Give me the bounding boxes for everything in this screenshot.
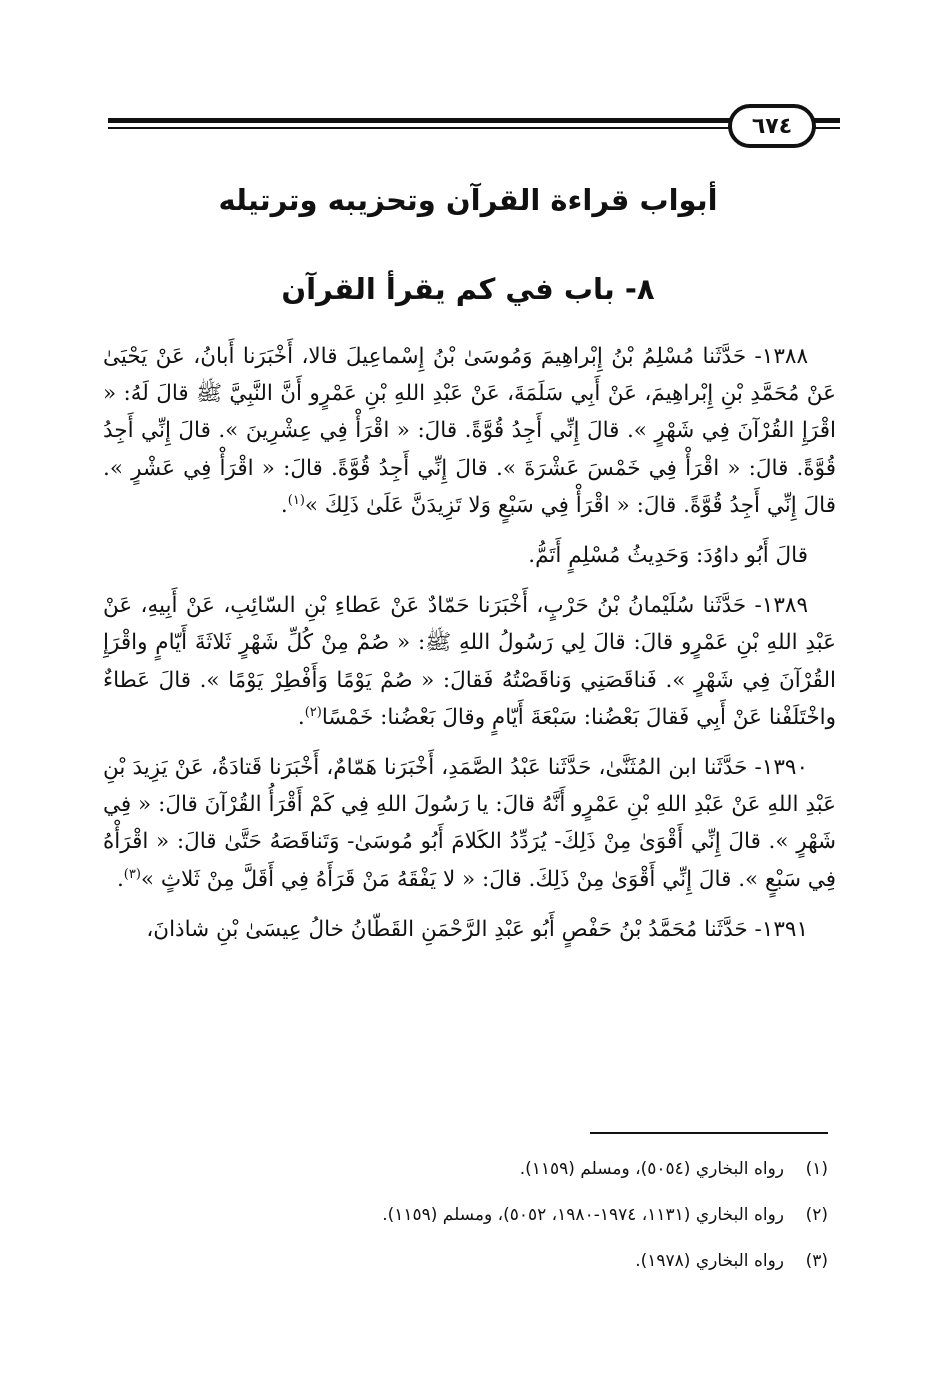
page-number: ٦٧٤ — [728, 104, 816, 148]
hadith-paragraph-1391 — [103, 911, 836, 948]
header-rule-thin — [108, 127, 828, 129]
footnote-ref: (١) — [287, 492, 305, 508]
footnote-item — [108, 1192, 828, 1238]
footnote-text: رواه البخاري (٥٠٥٤)، ومسلم (١١٥٩). — [519, 1159, 784, 1179]
footnote-text: رواه البخاري (١١٣١، ١٩٧٤-١٩٨٠، ٥٠٥٢)، ومسلم (١١٥٩). — [382, 1205, 784, 1225]
footnote-item — [108, 1238, 828, 1284]
page-header — [108, 104, 828, 148]
footnote-ref: (٢) — [304, 704, 322, 720]
hadith-paragraph-1389: ١٣٨٩- حَدَّثَنا سُلَيْمانُ بْنُ حَرْبٍ، أَخْبَرَنا حَمّادٌ عَنْ عَطاءِ بْنِ السّائِبِ، عَنْ أَبِيهِ، عَنْ عَبْدِ اللهِ بْنِ عَمْرٍو قالَ: قالَ لِي رَسُولُ اللهِ ﷺ: « صُمْ مِنْ كُلِّ شَهْرٍ ثَلاثَةَ أَيّامٍ واقْرَإِ القُرْآنَ فِي شَهْرٍ ». فَناقَصَنِي وَناقَصْتُهُ فَقالَ: « صُمْ يَوْمًا وَأَفْطِرْ يَوْمًا ». قالَ عَطاءٌ واخْتَلَفْنا عَنْ أَبِي فَقالَ بَعْضُنا: سَبْعَةَ أَيّامٍ وقالَ بَعْضُنا: خَمْسًا$^{(٢)}$. — [103, 593, 836, 730]
chapter-title: ٨- باب في كم يقرأ القرآن — [281, 272, 655, 306]
abu-dawud-comment — [103, 537, 836, 574]
header-rule-thick — [108, 118, 828, 123]
paragraph-text: ١٣٨٨- حَدَّثَنا مُسْلِمُ بْنُ إِبْراهِيمَ وَمُوسَىٰ بْنُ إِسْماعِيلَ قالا، أَخْبَرَنا أَبانُ، عَنْ يَحْيَىٰ عَنْ مُحَمَّدِ بْنِ إِبْراهِيمَ، عَنْ أَبِي سَلَمَةَ، عَنْ عَبْدِ اللهِ بْنِ عَمْرٍو أَنَّ النَّبِيَّ ﷺ قالَ لَهُ: « اقْرَإِ القُرْآنَ فِي شَهْرٍ ». قالَ إِنِّي أَجِدُ قُوَّةً. قالَ: « اقْرَأْ فِي عِشْرِينَ ». قالَ إِنِّي أَجِدُ قُوَّةً. قالَ: « اقْرَأْ فِي خَمْسَ عَشْرَةَ ». قالَ إِنِّي أَجِدُ قُوَّةً. قالَ: « اقْرَأْ فِي عَشْرٍ ». قالَ إِنِّي أَجِدُ قُوَّةً. قالَ: « اقْرَأْ فِي سَبْعٍ وَلا تَزِيدَنَّ عَلَىٰ ذَلِكَ » — [103, 344, 836, 518]
paragraph-text: ١٣٨٩- حَدَّثَنا سُلَيْمانُ بْنُ حَرْبٍ، أَخْبَرَنا حَمّادٌ عَنْ عَطاءِ بْنِ السّائِبِ، عَنْ أَبِيهِ، عَنْ عَبْدِ اللهِ بْنِ عَمْرٍو قالَ: قالَ لِي رَسُولُ اللهِ ﷺ: « صُمْ مِنْ كُلِّ شَهْرٍ ثَلاثَةَ أَيّامٍ واقْرَإِ القُرْآنَ فِي شَهْرٍ ». فَناقَصَنِي وَناقَصْتُهُ فَقالَ: « صُمْ يَوْمًا وَأَفْطِرْ يَوْمًا ». قالَ عَطاءٌ واخْتَلَفْنا عَنْ أَبِي فَقالَ بَعْضُنا: سَبْعَةَ أَيّامٍ وقالَ بَعْضُنا: خَمْسًا — [103, 593, 836, 730]
hadith-paragraph-1388: ١٣٨٨- حَدَّثَنا مُسْلِمُ بْنُ إِبْراهِيمَ وَمُوسَىٰ بْنُ إِسْماعِيلَ قالا، أَخْبَرَنا أَبانُ، عَنْ يَحْيَىٰ عَنْ مُحَمَّدِ بْنِ إِبْراهِيمَ، عَنْ أَبِي سَلَمَةَ، عَنْ عَبْدِ اللهِ بْنِ عَمْرٍو أَنَّ النَّبِيَّ ﷺ قالَ لَهُ: « اقْرَإِ القُرْآنَ فِي شَهْرٍ ». قالَ إِنِّي أَجِدُ قُوَّةً. قالَ: « اقْرَأْ فِي عِشْرِينَ ». قالَ إِنِّي أَجِدُ قُوَّةً. قالَ: « اقْرَأْ فِي خَمْسَ عَشْرَةَ ». قالَ إِنِّي أَجِدُ قُوَّةً. قالَ: « اقْرَأْ فِي عَشْرٍ ». قالَ إِنِّي أَجِدُ قُوَّةً. قالَ: « اقْرَأْ فِي سَبْعٍ وَلا تَزِيدَنَّ عَلَىٰ ذَلِكَ »$^{(١)}$. — [103, 344, 836, 518]
footnote-divider — [590, 1132, 828, 1134]
header-rule-tail — [816, 118, 840, 129]
footnote-text: رواه البخاري (١٩٧٨). — [635, 1251, 784, 1271]
footnote-mark: (١) — [805, 1159, 828, 1179]
footnote-mark: (٢) — [805, 1205, 828, 1225]
paragraph-text: قالَ أَبُو داوُدَ: وَحَدِيثُ مُسْلِمٍ أَتَمُّ. — [528, 543, 808, 569]
main-text — [103, 338, 836, 961]
hadith-paragraph-1390: ١٣٩٠- حَدَّثَنا ابن المُثَنَّىٰ، حَدَّثَنا عَبْدُ الصَّمَدِ، أَخْبَرَنا هَمّامٌ، أَخْبَرَنا قَتادَةُ، عَنْ يَزِيدَ بْنِ عَبْدِ اللهِ عَنْ عَبْدِ اللهِ بْنِ عَمْرٍو أَنَّهُ قالَ: يا رَسُولَ اللهِ فِي كَمْ أَقْرَأُ القُرْآنَ قالَ: « فِي شَهْرٍ ». قالَ إِنِّي أَقْوَىٰ مِنْ ذَلِكَ- يُرَدِّدُ الكَلامَ أَبُو مُوسَىٰ- وَتَناقَصَهُ حَتَّىٰ قالَ: « اقْرَأْهُ فِي سَبْعٍ ». قالَ إِنِّي أَقْوَىٰ مِنْ ذَلِكَ. قالَ: « لا يَفْقَهُ مَنْ قَرَأَهُ فِي أَقَلَّ مِنْ ثَلاثٍ »$^{(٣)}$. — [103, 755, 836, 892]
footnote-item — [108, 1146, 828, 1192]
footnote-ref: (٣) — [123, 866, 141, 882]
footnotes — [108, 1146, 828, 1284]
book-section-title: أبواب قراءة القرآن وتحزيبه وترتيله — [218, 183, 718, 217]
paragraph-text: ١٣٩١- حَدَّثَنا مُحَمَّدُ بْنُ حَفْصٍ أَبُو عَبْدِ الرَّحْمَنِ القَطّانُ خالُ عِيسَىٰ بْنِ شاذانَ، — [146, 916, 808, 942]
footnote-mark: (٣) — [805, 1251, 828, 1271]
paragraph-text: ١٣٩٠- حَدَّثَنا ابن المُثَنَّىٰ، حَدَّثَنا عَبْدُ الصَّمَدِ، أَخْبَرَنا هَمّامٌ، أَخْبَرَنا قَتادَةُ، عَنْ يَزِيدَ بْنِ عَبْدِ اللهِ عَنْ عَبْدِ اللهِ بْنِ عَمْرٍو أَنَّهُ قالَ: يا رَسُولَ اللهِ فِي كَمْ أَقْرَأُ القُرْآنَ قالَ: « فِي شَهْرٍ ». قالَ إِنِّي أَقْوَىٰ مِنْ ذَلِكَ- يُرَدِّدُ الكَلامَ أَبُو مُوسَىٰ- وَتَناقَصَهُ حَتَّىٰ قالَ: « اقْرَأْهُ فِي سَبْعٍ ». قالَ إِنِّي أَقْوَىٰ مِنْ ذَلِكَ. قالَ: « لا يَفْقَهُ مَنْ قَرَأَهُ فِي أَقَلَّ مِنْ ثَلاثٍ » — [103, 755, 836, 892]
